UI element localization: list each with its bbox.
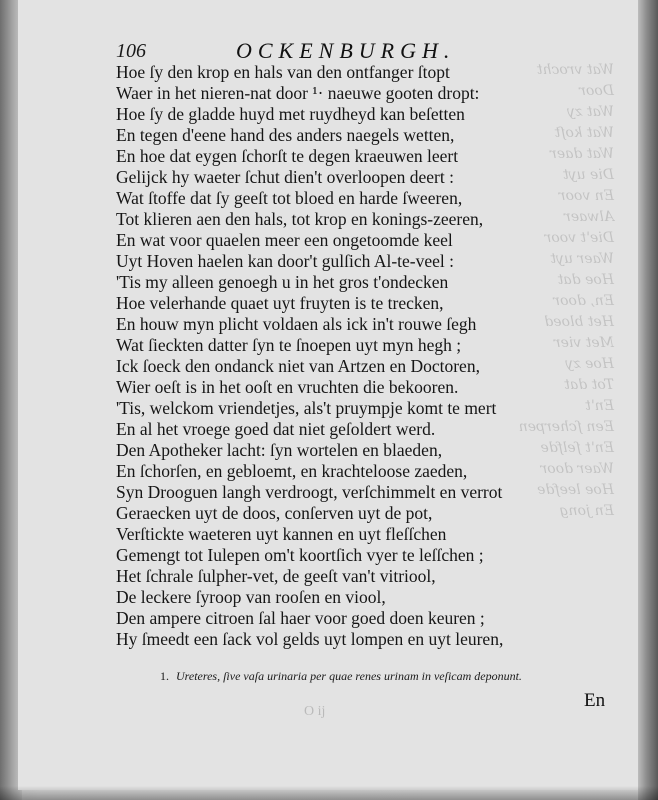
verse-line: Wat ſtoffe dat ſy geeſt tot bloed en harde ſweeren, [116, 188, 463, 208]
verse-line: 'Tis, welckom vriendetjes, als't pruympje komt te mert [116, 398, 497, 418]
verse-line: Verſtickte waeteren uyt kannen en uyt fleſſchen [116, 524, 447, 544]
bleed-through-text: Wat vrocht Door Wat zy Wat koſt Wat daer Die uyt En voor Alwaer Die't voor Waer uyt Hoe dat En, door Het bloed Met vier Hoe zy Tot dat En't Een ſcherpen En't ſelfde Waer door Hoe leefde En jong [518, 62, 614, 519]
running-head: OCKENBURGH. [236, 38, 456, 63]
verse-line: Waer in het nieren-nat door ¹· naeuwe gooten dropt: [116, 83, 480, 103]
verse-line: De leckere ſyroop van rooſen en viool, [116, 587, 386, 607]
verse-line: Gelijck hy waeter ſchut dien't overloopen deert : [116, 167, 454, 187]
verse-line: Hoe ſy den krop en hals van den ontfanger ſtopt [116, 62, 450, 82]
verse-line: En houw myn plicht voldaen als ick in't rouwe ſegh [116, 314, 477, 334]
verse-block [116, 62, 596, 650]
verse-line: Hy ſmeedt een ſack vol gelds uyt lompen en uyt leuren, [116, 629, 504, 649]
verse-line: Hoe ſy de gladde huyd met ruydheyd kan beſetten [116, 104, 465, 124]
bottom-shadow [0, 786, 658, 800]
verse-line: Syn Drooguen langh verdroogt, verſchimmelt en verrot [116, 482, 503, 502]
page-number: 106 [116, 40, 146, 62]
footnote-text: Ureteres, ſive vaſa urinaria per quae renes urinam in veſicam deponunt. [176, 669, 522, 683]
verse-line: Het ſchrale ſulpher-vet, de geeſt van't vitriool, [116, 566, 436, 586]
verse-line: Hoe velerhande quaet uyt fruyten is te trecken, [116, 293, 444, 313]
verse-line: Tot klieren aen den hals, tot krop en konings-zeeren, [116, 209, 484, 229]
signature-mark: O ij [304, 704, 326, 719]
verse-line: Den Apotheker lacht: ſyn wortelen en blaeden, [116, 440, 443, 460]
verse-line: En ſchorſen, en gebloemt, en krachteloose zaeden, [116, 461, 468, 481]
catchword: En [584, 690, 606, 711]
verse-line: Geraecken uyt de doos, conſerven uyt de pot, [116, 503, 433, 523]
footnote-number: 1. [160, 669, 169, 683]
verse-line: Den ampere citroen ſal haer voor goed doen keuren ; [116, 608, 485, 628]
verse-line: En wat voor quaelen meer een ongetoomde keel [116, 230, 453, 250]
verse-line: Ick ſoeck den ondanck niet van Artzen en Doctoren, [116, 356, 480, 376]
verse-line: Wat ſieckten datter ſyn te ſnoepen uyt myn hegh ; [116, 335, 462, 355]
verse-line: En al het vroege goed dat niet geſoldert werd. [116, 419, 436, 439]
page-edge-shadow [638, 0, 658, 800]
verse-line: Gemengt tot Iulepen om't koortſich vyer te leſſchen ; [116, 545, 484, 565]
verse-line: 'Tis my alleen genoegh u in het gros t'ondecken [116, 272, 449, 292]
footnote [160, 669, 522, 684]
verse-line: Uyt Hoven haelen kan door't gulſich Al-te-veel : [116, 251, 454, 271]
verse-line: En tegen d'eene hand des anders naegels wetten, [116, 125, 455, 145]
verse-line: En hoe dat eygen ſchorſt te degen kraeuwen leert [116, 146, 459, 166]
verse-line: Wier oeſt is in het ooſt en vruchten die bekooren. [116, 377, 459, 397]
